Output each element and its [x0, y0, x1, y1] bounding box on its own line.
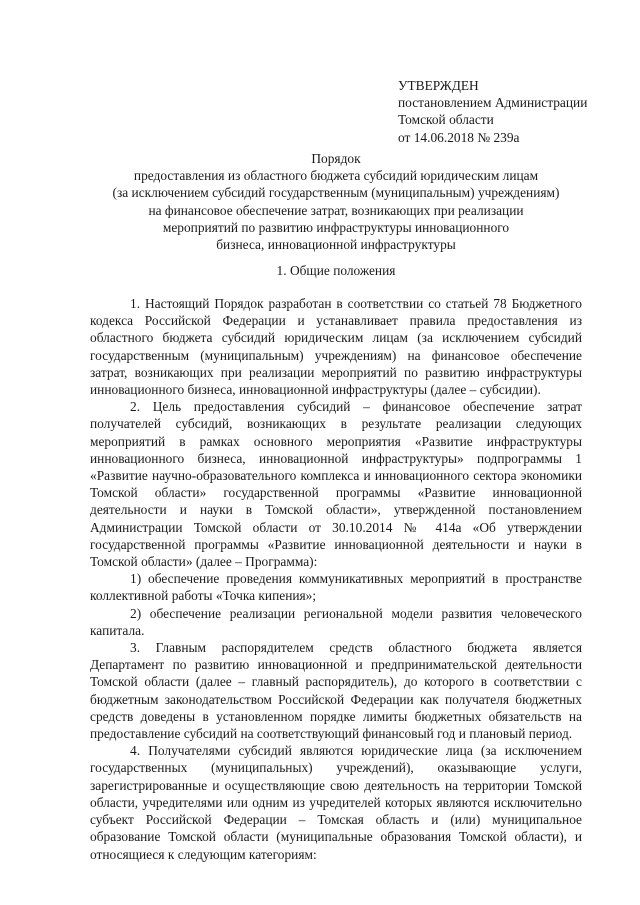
title-line: Порядок [311, 151, 361, 166]
list-item: 1) обеспечение проведения коммуникативных мероприятий в пространстве коллективной работы «Точка кипения»; [90, 571, 582, 604]
title-line: мероприятий по развитию инфраструктуры инновационного [162, 219, 510, 235]
document-body [90, 295, 582, 863]
paragraph: 2. Цель предоставления субсидий – финансовое обеспечение затрат получателей субсидий, возникающих в результате реализации следующих мероприятий в рамках основного мероприятия «Развитие инфраструктуры инновационного бизнеса, инновационной инфраструктуры» подпрограммы 1 «Развитие научно-образовательного комплекса и инновационного сектора экономики Томской области» государственной программы «Развитие инновационной деятельности и науки в Томской области», утвержденной постановлением Администрации Томской области от 30.10.2014 № 414а «Об утверждении государственной программы «Развитие инновационной деятельности и науки в Томской области» (далее – Программа): [90, 399, 582, 570]
section-heading: 1. Общие положения [276, 263, 396, 278]
paragraph: 1. Настоящий Порядок разработан в соответствии со статьей 78 Бюджетного кодекса Российской Федерации и устанавливает правила предоставления из областного бюджета субсидий юридическим лицам (за исключением субсидий государственным (муниципальным) учреждениям) на финансовое обеспечение затрат, возникающих при реализации мероприятий по развитию инфраструктуры инновационного бизнеса, инновационной инфраструктуры (далее – субсидии). [90, 296, 582, 398]
approval-line: постановлением Администрации [398, 95, 588, 111]
document-title [90, 150, 582, 253]
approval-stamp [398, 77, 628, 146]
list-item: 2) обеспечение реализации региональной модели развития человеческого капитала. [90, 605, 582, 638]
approval-heading: УТВЕРЖДЕН [398, 78, 479, 93]
approval-date: от 14.06.2018 № 239а [398, 129, 520, 145]
approval-line: Томской области [398, 112, 494, 128]
title-line: на финансовое обеспечение затрат, возникающих при реализации [148, 202, 524, 218]
title-line: предоставления из областного бюджета субсидий юридическим лицам [133, 168, 539, 184]
title-line: (за исключением субсидий государственным (муниципальным) учреждениям) [112, 185, 560, 201]
paragraph: 4. Получателями субсидий являются юридические лица (за исключением государственных (муниципальных) учреждений), оказывающие услуги, зарегистрированные и осуществляющие свою деятельность на территории Томской области, учредителями или одним из учредителей которых являются исключительно субъект Российской Федерации – Томская область и (или) муниципальное образование Томской области (муниципальные образования Томской области), и относящиеся к следующим категориям: [90, 743, 582, 862]
paragraph: 3. Главным распорядителем средств областного бюджета является Департамент по развитию инновационной и предпринимательской деятельности Томской области (далее – главный распорядитель), до которого в соответствии с бюджетным законодательством Российской Федерации как получателя бюджетных средств доведены в установленном порядке лимиты бюджетных обязательств на предоставление субсидий на соответствующий финансовый год и плановый период. [90, 640, 582, 742]
title-line: бизнеса, инновационной инфраструктуры [216, 237, 456, 253]
